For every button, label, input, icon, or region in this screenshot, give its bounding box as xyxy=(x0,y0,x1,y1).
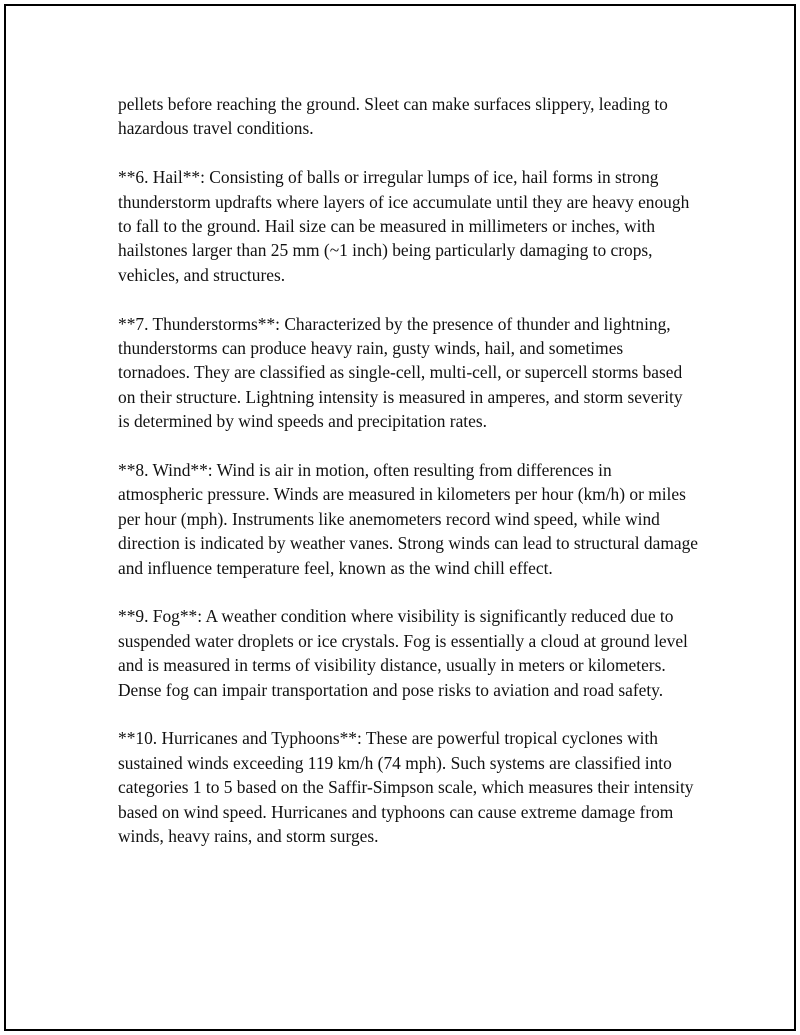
paragraph-hail: **6. Hail**: Consisting of balls or irregular lumps of ice, hail forms in strong thunderstorm updrafts where layers of ice accumulate until they are heavy enough to fall to the ground. Hail size can be measured in millimeters or inches, with hailstones larger than 25 mm (~1 inch) being particularly damaging to crops, vehicles, and structures. xyxy=(118,167,690,285)
document-body xyxy=(118,92,698,873)
paragraph-hurricanes-typhoons: **10. Hurricanes and Typhoons**: These are powerful tropical cyclones with sustained winds exceeding 119 km/h (74 mph). Such systems are classified into categories 1 to 5 based on the Saffir-Simpson scale, which measures their intensity based on wind speed. Hurricanes and typhoons can cause extreme damage from winds, heavy rains, and storm surges. xyxy=(118,728,694,847)
paragraph-wind: **8. Wind**: Wind is air in motion, often resulting from differences in atmospheric pressure. Winds are measured in kilometers per hour (km/h) or miles per hour (mph). Instruments like anemometers record wind speed, while wind direction is indicated by weather vanes. Strong winds can lead to structural damage and influence temperature feel, known as the wind chill effect. xyxy=(118,460,698,578)
paragraph-sleet-continuation: pellets before reaching the ground. Sleet can make surfaces slippery, leading to hazardous travel conditions. xyxy=(118,94,668,139)
paragraph-thunderstorms: **7. Thunderstorms**: Characterized by the presence of thunder and lightning, thunderstorms can produce heavy rain, gusty winds, hail, and sometimes tornadoes. They are classified as single-cell, multi-cell, or supercell storms based on their structure. Lightning intensity is measured in amperes, and storm severity is determined by wind speeds and precipitation rates. xyxy=(118,313,683,432)
paragraph-fog: **9. Fog**: A weather condition where visibility is significantly reduced due to suspended water droplets or ice crystals. Fog is essentially a cloud at ground level and is measured in terms of visibility distance, usually in meters or kilometers. Dense fog can impair transportation and pose risks to aviation and road safety. xyxy=(118,606,688,700)
